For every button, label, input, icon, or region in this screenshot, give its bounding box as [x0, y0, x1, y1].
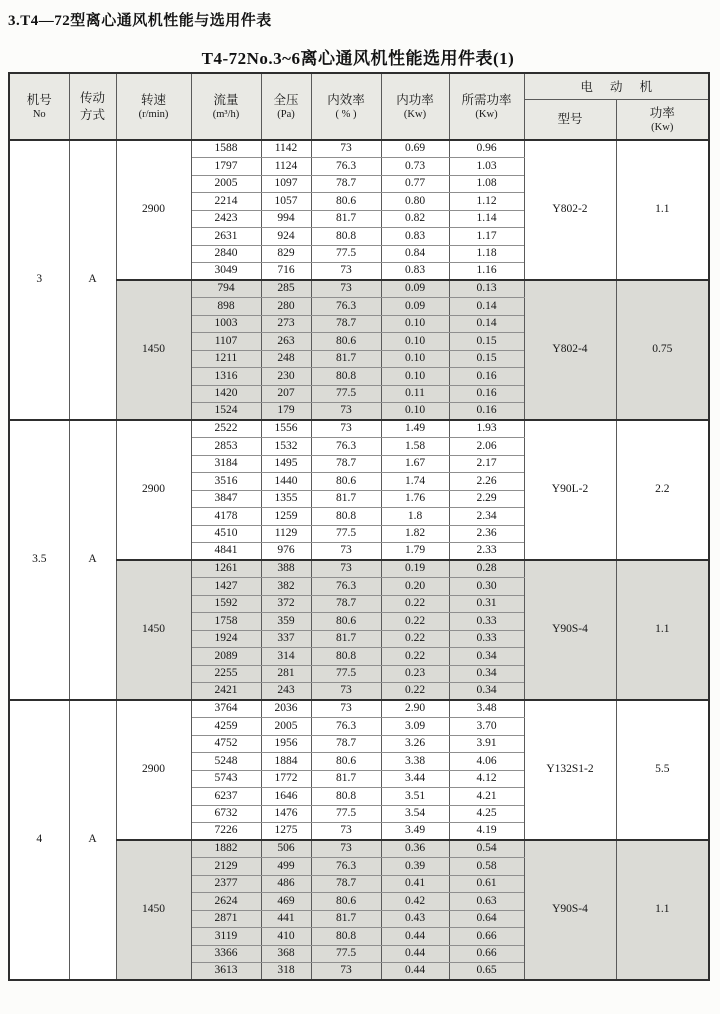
pressure-cell: 230 — [261, 368, 311, 386]
efficiency-cell: 80.8 — [311, 648, 381, 666]
required-power-cell: 2.33 — [449, 543, 524, 561]
efficiency-cell: 77.5 — [311, 945, 381, 963]
header-motor-power: 功率 (Kw) — [616, 99, 709, 140]
efficiency-cell: 78.7 — [311, 875, 381, 893]
flow-cell: 4510 — [191, 525, 261, 543]
flow-cell: 6732 — [191, 805, 261, 823]
flow-cell: 898 — [191, 298, 261, 316]
flow-cell: 3516 — [191, 473, 261, 491]
motor-model-cell: Y90L-2 — [524, 420, 616, 560]
efficiency-cell: 73 — [311, 280, 381, 298]
required-power-cell: 0.13 — [449, 280, 524, 298]
pressure-cell: 1259 — [261, 508, 311, 526]
flow-cell: 1797 — [191, 158, 261, 176]
internal-power-cell: 0.42 — [381, 893, 449, 911]
pressure-cell: 469 — [261, 893, 311, 911]
required-power-cell: 1.93 — [449, 420, 524, 438]
pressure-cell: 314 — [261, 648, 311, 666]
required-power-cell: 4.06 — [449, 753, 524, 771]
flow-cell: 3847 — [191, 490, 261, 508]
flow-cell: 4752 — [191, 735, 261, 753]
required-power-cell: 0.16 — [449, 368, 524, 386]
internal-power-cell: 0.10 — [381, 403, 449, 421]
efficiency-cell: 78.7 — [311, 735, 381, 753]
speed-cell: 1450 — [116, 280, 191, 420]
internal-power-cell: 1.74 — [381, 473, 449, 491]
pressure-cell: 506 — [261, 840, 311, 858]
header-pressure: 全压 (Pa) — [261, 73, 311, 140]
efficiency-cell: 78.7 — [311, 595, 381, 613]
flow-cell: 1420 — [191, 385, 261, 403]
efficiency-cell: 73 — [311, 420, 381, 438]
internal-power-cell: 1.76 — [381, 490, 449, 508]
pressure-cell: 1556 — [261, 420, 311, 438]
pressure-cell: 976 — [261, 543, 311, 561]
internal-power-cell: 0.83 — [381, 228, 449, 246]
table-row — [9, 140, 709, 158]
pressure-cell: 280 — [261, 298, 311, 316]
efficiency-cell: 73 — [311, 543, 381, 561]
header-motor-group: 电 动 机 — [524, 73, 709, 99]
pressure-cell: 248 — [261, 350, 311, 368]
internal-power-cell: 1.8 — [381, 508, 449, 526]
flow-cell: 2871 — [191, 910, 261, 928]
internal-power-cell: 0.43 — [381, 910, 449, 928]
required-power-cell: 0.31 — [449, 595, 524, 613]
flow-cell: 2005 — [191, 175, 261, 193]
page-title: 3.T4—72型离心通风机性能与选用件表 — [8, 13, 272, 29]
internal-power-cell: 0.10 — [381, 333, 449, 351]
flow-cell: 6237 — [191, 788, 261, 806]
internal-power-cell: 3.26 — [381, 735, 449, 753]
pressure-cell: 716 — [261, 263, 311, 281]
flow-cell: 1882 — [191, 840, 261, 858]
pressure-cell: 1646 — [261, 788, 311, 806]
flow-cell: 1592 — [191, 595, 261, 613]
fan-performance-table — [8, 72, 710, 981]
motor-power-cell: 1.1 — [616, 560, 709, 700]
efficiency-cell: 80.6 — [311, 473, 381, 491]
motor-power-cell: 2.2 — [616, 420, 709, 560]
flow-cell: 7226 — [191, 823, 261, 841]
efficiency-cell: 76.3 — [311, 438, 381, 456]
header-motor-model: 型号 — [524, 99, 616, 140]
internal-power-cell: 0.41 — [381, 875, 449, 893]
internal-power-cell: 1.58 — [381, 438, 449, 456]
flow-cell: 2377 — [191, 875, 261, 893]
drive-type-cell: A — [69, 140, 116, 420]
flow-cell: 1003 — [191, 315, 261, 333]
pressure-cell: 1884 — [261, 753, 311, 771]
flow-cell: 2129 — [191, 858, 261, 876]
internal-power-cell: 0.44 — [381, 963, 449, 981]
required-power-cell: 3.70 — [449, 718, 524, 736]
internal-power-cell: 3.49 — [381, 823, 449, 841]
efficiency-cell: 80.8 — [311, 228, 381, 246]
efficiency-cell: 73 — [311, 823, 381, 841]
motor-power-cell: 0.75 — [616, 280, 709, 420]
flow-cell: 2421 — [191, 683, 261, 701]
header-internal-power: 内功率 (Kw) — [381, 73, 449, 140]
flow-cell: 2840 — [191, 245, 261, 263]
required-power-cell: 0.96 — [449, 140, 524, 158]
efficiency-cell: 77.5 — [311, 385, 381, 403]
efficiency-cell: 80.8 — [311, 788, 381, 806]
efficiency-cell: 81.7 — [311, 910, 381, 928]
efficiency-cell: 80.8 — [311, 368, 381, 386]
pressure-cell: 1495 — [261, 455, 311, 473]
required-power-cell: 1.18 — [449, 245, 524, 263]
required-power-cell: 0.14 — [449, 315, 524, 333]
header-row-1 — [9, 73, 709, 99]
internal-power-cell: 1.79 — [381, 543, 449, 561]
flow-cell: 3366 — [191, 945, 261, 963]
required-power-cell: 2.29 — [449, 490, 524, 508]
pressure-cell: 1057 — [261, 193, 311, 211]
pressure-cell: 499 — [261, 858, 311, 876]
efficiency-cell: 80.6 — [311, 893, 381, 911]
required-power-cell: 2.17 — [449, 455, 524, 473]
efficiency-cell: 80.6 — [311, 193, 381, 211]
flow-cell: 3764 — [191, 700, 261, 718]
flow-cell: 1261 — [191, 560, 261, 578]
internal-power-cell: 0.19 — [381, 560, 449, 578]
motor-model-cell: Y90S-4 — [524, 840, 616, 980]
required-power-cell: 0.16 — [449, 385, 524, 403]
efficiency-cell: 77.5 — [311, 805, 381, 823]
motor-model-cell: Y90S-4 — [524, 560, 616, 700]
pressure-cell: 1129 — [261, 525, 311, 543]
required-power-cell: 2.34 — [449, 508, 524, 526]
flow-cell: 1107 — [191, 333, 261, 351]
required-power-cell: 1.08 — [449, 175, 524, 193]
table-row — [9, 700, 709, 718]
efficiency-cell: 73 — [311, 683, 381, 701]
efficiency-cell: 76.3 — [311, 858, 381, 876]
efficiency-cell: 80.8 — [311, 508, 381, 526]
flow-cell: 2522 — [191, 420, 261, 438]
flow-cell: 2089 — [191, 648, 261, 666]
internal-power-cell: 3.44 — [381, 770, 449, 788]
internal-power-cell: 0.39 — [381, 858, 449, 876]
efficiency-cell: 78.7 — [311, 175, 381, 193]
pressure-cell: 1532 — [261, 438, 311, 456]
flow-cell: 1211 — [191, 350, 261, 368]
flow-cell: 1316 — [191, 368, 261, 386]
drive-type-cell: A — [69, 420, 116, 700]
required-power-cell: 2.06 — [449, 438, 524, 456]
required-power-cell: 0.33 — [449, 613, 524, 631]
pressure-cell: 486 — [261, 875, 311, 893]
internal-power-cell: 0.22 — [381, 630, 449, 648]
required-power-cell: 1.14 — [449, 210, 524, 228]
internal-power-cell: 3.09 — [381, 718, 449, 736]
flow-cell: 1524 — [191, 403, 261, 421]
pressure-cell: 179 — [261, 403, 311, 421]
required-power-cell: 2.26 — [449, 473, 524, 491]
internal-power-cell: 0.23 — [381, 665, 449, 683]
required-power-cell: 4.12 — [449, 770, 524, 788]
pressure-cell: 441 — [261, 910, 311, 928]
pressure-cell: 388 — [261, 560, 311, 578]
internal-power-cell: 0.22 — [381, 613, 449, 631]
efficiency-cell: 73 — [311, 403, 381, 421]
flow-cell: 4841 — [191, 543, 261, 561]
pressure-cell: 243 — [261, 683, 311, 701]
pressure-cell: 2036 — [261, 700, 311, 718]
internal-power-cell: 0.10 — [381, 368, 449, 386]
internal-power-cell: 0.22 — [381, 648, 449, 666]
required-power-cell: 4.25 — [449, 805, 524, 823]
pressure-cell: 1355 — [261, 490, 311, 508]
header-fan-no: 机号 No — [9, 73, 69, 140]
required-power-cell: 0.66 — [449, 928, 524, 946]
motor-model-cell: Y132S1-2 — [524, 700, 616, 840]
internal-power-cell: 0.20 — [381, 578, 449, 596]
required-power-cell: 4.21 — [449, 788, 524, 806]
internal-power-cell: 0.36 — [381, 840, 449, 858]
required-power-cell: 1.12 — [449, 193, 524, 211]
required-power-cell: 2.36 — [449, 525, 524, 543]
efficiency-cell: 78.7 — [311, 315, 381, 333]
flow-cell: 1427 — [191, 578, 261, 596]
motor-power-cell: 5.5 — [616, 700, 709, 840]
fan-no-cell: 3.5 — [9, 420, 69, 700]
efficiency-cell: 76.3 — [311, 578, 381, 596]
efficiency-cell: 73 — [311, 840, 381, 858]
efficiency-cell: 76.3 — [311, 298, 381, 316]
required-power-cell: 1.17 — [449, 228, 524, 246]
table-title: T4-72No.3~6离心通风机性能选用件表(1) — [201, 49, 515, 68]
internal-power-cell: 1.82 — [381, 525, 449, 543]
internal-power-cell: 0.09 — [381, 298, 449, 316]
speed-cell: 2900 — [116, 140, 191, 280]
flow-cell: 5743 — [191, 770, 261, 788]
required-power-cell: 0.61 — [449, 875, 524, 893]
required-power-cell: 0.54 — [449, 840, 524, 858]
motor-power-cell: 1.1 — [616, 140, 709, 280]
table-body — [9, 140, 709, 980]
required-power-cell: 0.28 — [449, 560, 524, 578]
efficiency-cell: 76.3 — [311, 718, 381, 736]
required-power-cell: 0.63 — [449, 893, 524, 911]
flow-cell: 5248 — [191, 753, 261, 771]
motor-model-cell: Y802-4 — [524, 280, 616, 420]
internal-power-cell: 3.51 — [381, 788, 449, 806]
fan-no-cell: 3 — [9, 140, 69, 420]
pressure-cell: 382 — [261, 578, 311, 596]
required-power-cell: 0.34 — [449, 665, 524, 683]
efficiency-cell: 73 — [311, 560, 381, 578]
flow-cell: 2255 — [191, 665, 261, 683]
internal-power-cell: 0.84 — [381, 245, 449, 263]
speed-cell: 2900 — [116, 420, 191, 560]
drive-type-cell: A — [69, 700, 116, 980]
pressure-cell: 1124 — [261, 158, 311, 176]
table-row — [9, 420, 709, 438]
internal-power-cell: 3.54 — [381, 805, 449, 823]
efficiency-cell: 80.8 — [311, 928, 381, 946]
pressure-cell: 2005 — [261, 718, 311, 736]
efficiency-cell: 78.7 — [311, 455, 381, 473]
efficiency-cell: 80.6 — [311, 613, 381, 631]
required-power-cell: 0.65 — [449, 963, 524, 981]
efficiency-cell: 80.6 — [311, 753, 381, 771]
internal-power-cell: 3.38 — [381, 753, 449, 771]
efficiency-cell: 77.5 — [311, 665, 381, 683]
speed-cell: 1450 — [116, 840, 191, 980]
flow-cell: 2631 — [191, 228, 261, 246]
pressure-cell: 410 — [261, 928, 311, 946]
required-power-cell: 0.66 — [449, 945, 524, 963]
efficiency-cell: 81.7 — [311, 770, 381, 788]
flow-cell: 1758 — [191, 613, 261, 631]
pressure-cell: 368 — [261, 945, 311, 963]
required-power-cell: 0.34 — [449, 683, 524, 701]
required-power-cell: 0.15 — [449, 333, 524, 351]
internal-power-cell: 0.22 — [381, 595, 449, 613]
pressure-cell: 1772 — [261, 770, 311, 788]
efficiency-cell: 73 — [311, 963, 381, 981]
efficiency-cell: 73 — [311, 700, 381, 718]
efficiency-cell: 81.7 — [311, 490, 381, 508]
pressure-cell: 1142 — [261, 140, 311, 158]
internal-power-cell: 0.82 — [381, 210, 449, 228]
internal-power-cell: 0.69 — [381, 140, 449, 158]
internal-power-cell: 0.44 — [381, 945, 449, 963]
internal-power-cell: 0.44 — [381, 928, 449, 946]
pressure-cell: 1275 — [261, 823, 311, 841]
pressure-cell: 318 — [261, 963, 311, 981]
flow-cell: 2624 — [191, 893, 261, 911]
flow-cell: 2853 — [191, 438, 261, 456]
pressure-cell: 1097 — [261, 175, 311, 193]
required-power-cell: 1.16 — [449, 263, 524, 281]
header-drive-type: 传动 方式 — [69, 73, 116, 140]
flow-cell: 3119 — [191, 928, 261, 946]
required-power-cell: 0.15 — [449, 350, 524, 368]
required-power-cell: 0.30 — [449, 578, 524, 596]
efficiency-cell: 73 — [311, 263, 381, 281]
required-power-cell: 0.33 — [449, 630, 524, 648]
internal-power-cell: 1.67 — [381, 455, 449, 473]
flow-cell: 3184 — [191, 455, 261, 473]
fan-no-cell: 4 — [9, 700, 69, 980]
flow-cell: 4259 — [191, 718, 261, 736]
flow-cell: 4178 — [191, 508, 261, 526]
required-power-cell: 0.58 — [449, 858, 524, 876]
pressure-cell: 273 — [261, 315, 311, 333]
required-power-cell: 4.19 — [449, 823, 524, 841]
flow-cell: 794 — [191, 280, 261, 298]
required-power-cell: 0.14 — [449, 298, 524, 316]
pressure-cell: 372 — [261, 595, 311, 613]
internal-power-cell: 0.10 — [381, 350, 449, 368]
speed-cell: 2900 — [116, 700, 191, 840]
efficiency-cell: 77.5 — [311, 245, 381, 263]
internal-power-cell: 0.73 — [381, 158, 449, 176]
pressure-cell: 263 — [261, 333, 311, 351]
internal-power-cell: 0.09 — [381, 280, 449, 298]
pressure-cell: 1956 — [261, 735, 311, 753]
header-speed: 转速 (r/min) — [116, 73, 191, 140]
speed-cell: 1450 — [116, 560, 191, 700]
required-power-cell: 3.48 — [449, 700, 524, 718]
pressure-cell: 281 — [261, 665, 311, 683]
pressure-cell: 359 — [261, 613, 311, 631]
flow-cell: 2423 — [191, 210, 261, 228]
flow-cell: 1588 — [191, 140, 261, 158]
pressure-cell: 829 — [261, 245, 311, 263]
motor-power-cell: 1.1 — [616, 840, 709, 980]
internal-power-cell: 0.77 — [381, 175, 449, 193]
efficiency-cell: 76.3 — [311, 158, 381, 176]
header-required-power: 所需功率 (Kw) — [449, 73, 524, 140]
efficiency-cell: 81.7 — [311, 630, 381, 648]
internal-power-cell: 1.49 — [381, 420, 449, 438]
internal-power-cell: 0.22 — [381, 683, 449, 701]
motor-model-cell: Y802-2 — [524, 140, 616, 280]
header-flow: 流量 (m³/h) — [191, 73, 261, 140]
pressure-cell: 285 — [261, 280, 311, 298]
header-efficiency: 内效率 ( % ) — [311, 73, 381, 140]
pressure-cell: 207 — [261, 385, 311, 403]
pressure-cell: 924 — [261, 228, 311, 246]
flow-cell: 2214 — [191, 193, 261, 211]
required-power-cell: 0.34 — [449, 648, 524, 666]
efficiency-cell: 81.7 — [311, 210, 381, 228]
pressure-cell: 337 — [261, 630, 311, 648]
efficiency-cell: 80.6 — [311, 333, 381, 351]
required-power-cell: 0.16 — [449, 403, 524, 421]
pressure-cell: 1476 — [261, 805, 311, 823]
internal-power-cell: 2.90 — [381, 700, 449, 718]
table-header — [9, 73, 709, 140]
required-power-cell: 0.64 — [449, 910, 524, 928]
pressure-cell: 994 — [261, 210, 311, 228]
efficiency-cell: 81.7 — [311, 350, 381, 368]
pressure-cell: 1440 — [261, 473, 311, 491]
internal-power-cell: 0.11 — [381, 385, 449, 403]
flow-cell: 1924 — [191, 630, 261, 648]
internal-power-cell: 0.10 — [381, 315, 449, 333]
internal-power-cell: 0.83 — [381, 263, 449, 281]
flow-cell: 3049 — [191, 263, 261, 281]
efficiency-cell: 77.5 — [311, 525, 381, 543]
internal-power-cell: 0.80 — [381, 193, 449, 211]
required-power-cell: 3.91 — [449, 735, 524, 753]
flow-cell: 3613 — [191, 963, 261, 981]
efficiency-cell: 73 — [311, 140, 381, 158]
required-power-cell: 1.03 — [449, 158, 524, 176]
